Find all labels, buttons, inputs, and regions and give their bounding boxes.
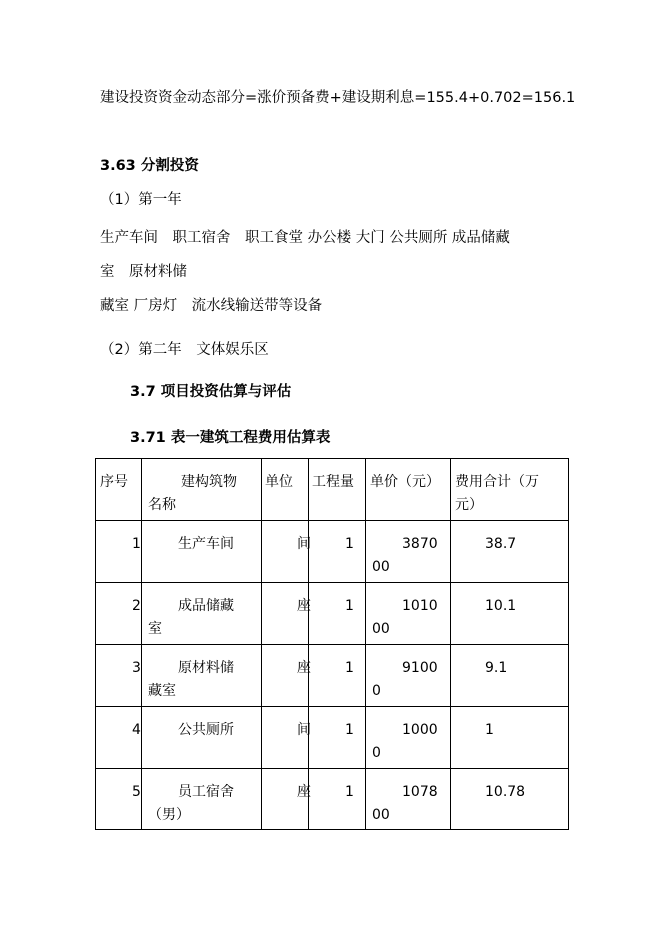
- row-5-price-line-1: 1078: [402, 784, 438, 800]
- row-5-qty: 1: [345, 784, 354, 800]
- header-unit: 单位: [265, 474, 293, 490]
- row-2-unit: 座: [297, 598, 311, 614]
- row-1-price-line-2: 00: [372, 559, 390, 575]
- row-4-seq: 4: [132, 722, 141, 738]
- formula-line: 建设投资资金动态部分=涨价预备费+建设期利息=155.4+0.702=156.1: [100, 90, 576, 106]
- row-4-name-line-1: 公共厕所: [178, 722, 234, 738]
- row-4-price-line-1: 1000: [402, 722, 438, 738]
- table-title: 3.71 表一建筑工程费用估算表: [130, 430, 331, 446]
- row-4-price-line-2: 0: [372, 745, 381, 761]
- row-3-unit: 座: [297, 660, 311, 676]
- header-total-line-1: 费用合计（万: [455, 474, 539, 490]
- header-qty: 工程量: [312, 474, 354, 490]
- row-5-name-line-1: 员工宿舍: [178, 784, 234, 800]
- row-2-seq: 2: [132, 598, 141, 614]
- year-one-label: （1）第一年: [100, 192, 182, 208]
- row-3-name-line-1: 原材料储: [178, 660, 234, 676]
- row-5-name-line-2: （男）: [148, 807, 190, 823]
- row-4-qty: 1: [345, 722, 354, 738]
- row-3-price-line-2: 0: [372, 683, 381, 699]
- row-3-total: 9.1: [485, 660, 508, 676]
- year-two-line: （2）第二年 文体娱乐区: [100, 342, 269, 358]
- row-1-price-line-1: 3870: [402, 536, 438, 552]
- row-3-qty: 1: [345, 660, 354, 676]
- header-name-line-1: 建构筑物: [181, 474, 237, 490]
- section-3-63-heading: 3.63 分割投资: [100, 158, 199, 174]
- row-1-name-line-1: 生产车间: [178, 536, 234, 552]
- row-5-total: 10.78: [485, 784, 526, 800]
- year-one-list-line-2: 室 原材料储: [100, 264, 187, 280]
- header-total-line-2: 元）: [455, 497, 483, 513]
- header-price: 单价（元）: [370, 474, 440, 490]
- row-4-total: 1: [485, 722, 494, 738]
- header-seq: 序号: [100, 474, 128, 490]
- row-4-unit: 间: [297, 722, 311, 738]
- section-3-7-heading: 3.7 项目投资估算与评估: [130, 384, 292, 400]
- row-3-price-line-1: 9100: [402, 660, 438, 676]
- header-name-line-2: 名称: [148, 497, 176, 513]
- row-5-seq: 5: [132, 784, 141, 800]
- row-5-price-line-2: 00: [372, 807, 390, 823]
- row-1-qty: 1: [345, 536, 354, 552]
- row-1-total: 38.7: [485, 536, 517, 552]
- row-3-seq: 3: [132, 660, 141, 676]
- row-5-unit: 座: [297, 784, 311, 800]
- row-2-name-line-1: 成品储藏: [178, 598, 234, 614]
- row-2-qty: 1: [345, 598, 354, 614]
- row-2-name-line-2: 室: [148, 621, 162, 637]
- year-one-list-line-1: 生产车间 职工宿舍 职工食堂 办公楼 大门 公共厕所 成品储藏: [100, 230, 510, 246]
- row-2-total: 10.1: [485, 598, 517, 614]
- row-1-unit: 间: [297, 536, 311, 552]
- row-2-price-line-1: 1010: [402, 598, 438, 614]
- row-1-seq: 1: [132, 536, 141, 552]
- row-2-price-line-2: 00: [372, 621, 390, 637]
- year-one-list-line-3: 藏室 厂房灯 流水线输送带等设备: [100, 298, 323, 314]
- cost-estimate-table: [95, 458, 569, 830]
- row-3-name-line-2: 藏室: [148, 683, 176, 699]
